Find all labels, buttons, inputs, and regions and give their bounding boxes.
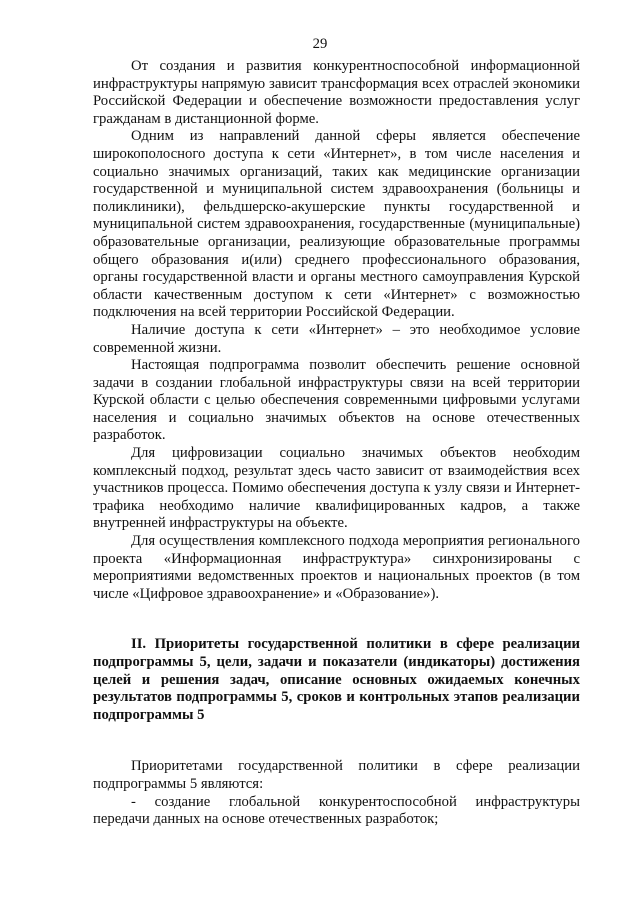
paragraph: Одним из направлений данной сферы является обеспечение широкополосного доступа к сети «Интернет», в том числе населения и социально значимых организаций, таких как медицинские организации государственной и муниципальной систем здравоохранения (больницы и поликлиники), фельдшерско-акушерские пункты государственной и муниципальной систем здравоохранения, государственные (муниципальные) образовательные организации, реализующие образовательные программы общего образования и(или) среднего профессионального образования, органы государственной власти и органы местного самоуправления Курской области качественным доступом к сети «Интернет» с возможностью подключения на всей территории Российской Федерации. [93, 128, 580, 321]
paragraph: Для цифровизации социально значимых объектов необходим комплексный подход, результат здесь часто зависит от взаимодействия всех участников процесса. Помимо обеспечения доступа к узлу связи и Интернет-трафика необходимо наличие квалифицированных кадров, а также внутренней инфраструктуры на объекте. [93, 445, 580, 532]
paragraph: От создания и развития конкурентноспособной информационной инфраструктуры напрямую зависит трансформация всех отраслей экономики Российской Федерации и обеспечение возможности предоставления услуг гражданам в дистанционной форме. [93, 58, 580, 127]
page-number: 29 [312, 36, 328, 52]
paragraph: Для осуществления комплексного подхода мероприятия регионального проекта «Информационная инфраструктура» синхронизированы с мероприятиями ведомственных проектов и национальных проектов (в том числе «Цифровое здравоохранение» и «Образование»). [93, 533, 580, 602]
section-list-item: - создание глобальной конкурентоспособной инфраструктуры передачи данных на основе отечественных разработок; [93, 793, 580, 828]
paragraph: Наличие доступа к сети «Интернет» – это необходимое условие современной жизни. [93, 321, 580, 356]
section-paragraph: Приоритетами государственной политики в сфере реализации подпрограммы 5 являются: [93, 758, 580, 792]
section-heading: II. Приоритеты государственной политики в сфере реализации подпрограммы 5, цели, задачи и показатели (индикаторы) достижения целей и решения задач, описание основных ожидаемых конечных результатов подпрограммы 5, сроков и контрольных этапов реализации подпрограммы 5 [93, 636, 580, 723]
paragraph: Настоящая подпрограмма позволит обеспечить решение основной задачи в создании глобальной инфраструктуры связи на всей территории Курской области с целью обеспечения современными цифровыми услугами населения и социально значимых объектов на основе отечественных разработок. [93, 357, 580, 444]
document-body [93, 58, 580, 829]
